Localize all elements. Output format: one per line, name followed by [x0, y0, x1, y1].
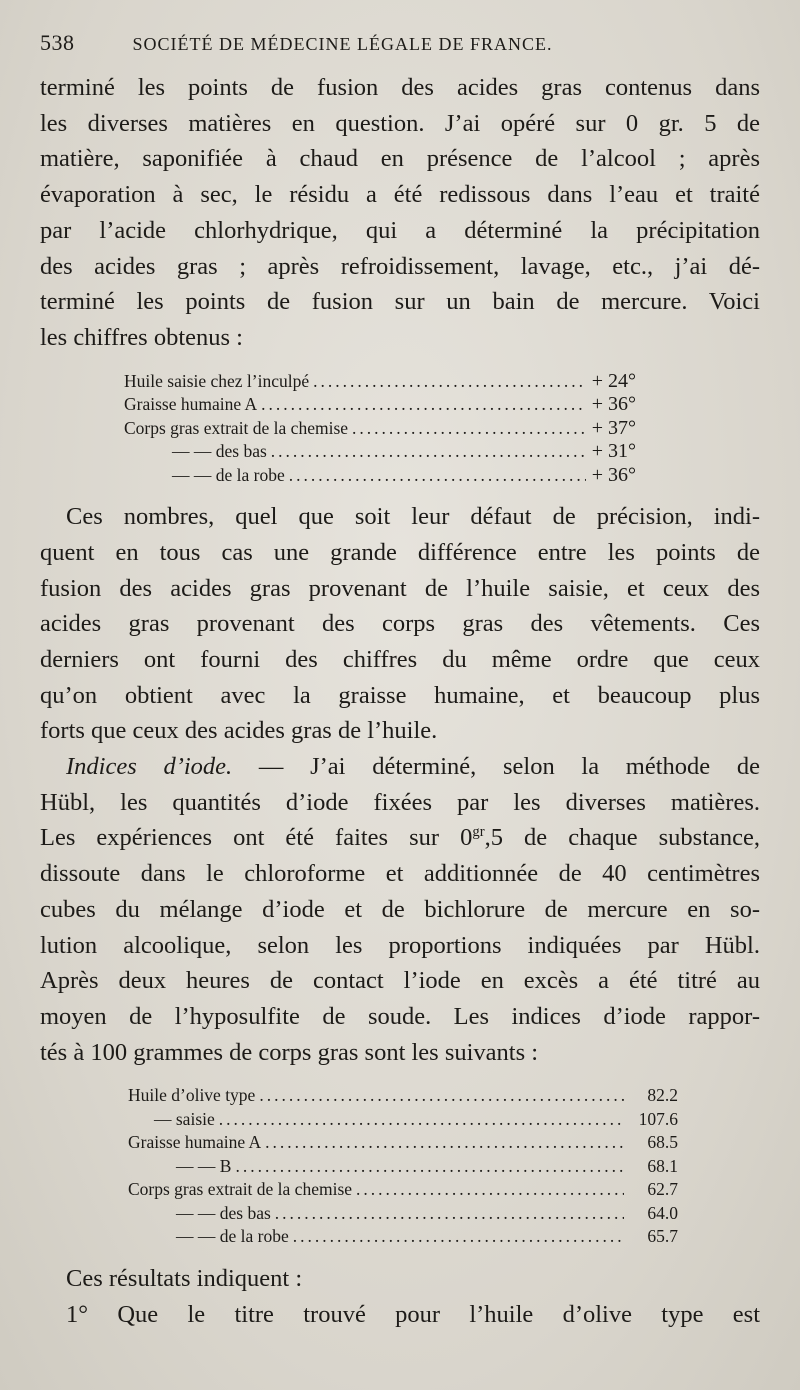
text-line: Hübl, les quantités d’iode fixées par les diverses matières. [40, 788, 760, 816]
running-title: SOCIÉTÉ DE MÉDECINE LÉGALE DE FRANCE. [132, 34, 553, 54]
row-label: Graisse humaine A [128, 1132, 262, 1153]
paragraph-conclusion [40, 1261, 760, 1332]
row-value: 64.0 [647, 1202, 678, 1223]
table-row [40, 1155, 678, 1179]
iodine-indices-table [40, 1084, 760, 1249]
paragraph-interpretation [40, 499, 760, 749]
dot-leader [275, 1202, 624, 1226]
row-label: Huile saisie chez l’inculpé [124, 370, 310, 391]
text-line: matière, saponifiée à chaud en présence de l’alcool ; après [40, 145, 760, 173]
row-label: Corps gras extrait de la chemise [124, 417, 349, 438]
text-line: tés à 100 grammes de corps gras sont les suivants : [40, 1038, 539, 1066]
table-row [40, 464, 636, 488]
text-line: terminé les points de fusion des acides gras contenus dans [40, 74, 760, 101]
text-span: ,5 de chaque substance, [484, 824, 761, 852]
dot-leader [289, 464, 586, 488]
row-label: — — B [176, 1155, 232, 1176]
row-label: — — de la robe [176, 1226, 289, 1247]
dot-leader [219, 1108, 624, 1132]
table-row [40, 1131, 678, 1155]
text-line [40, 749, 760, 785]
row-label: — — des bas [172, 441, 267, 462]
row-value: + 36° [591, 463, 636, 486]
text-line: les chiffres obtenus : [40, 323, 243, 351]
text-line: des acides gras ; après refroidissement, lavage, etc., j’ai dé- [40, 252, 760, 280]
paragraph-iodine-indices [40, 749, 760, 1070]
text-line: Ces nombres, quel que soit leur défaut de précision, indi- [66, 503, 760, 531]
section-heading: Indices d’iode. [66, 753, 233, 781]
dot-leader [352, 417, 586, 441]
row-label: — — de la robe [172, 464, 285, 485]
text-line: forts que ceux des acides gras de l’huile. [40, 717, 438, 745]
text-line: par l’acide chlorhydrique, qui a déterminé la précipitation [40, 216, 760, 244]
table-row [40, 370, 636, 394]
text-line: les diverses matières en question. J’ai opéré sur 0 gr. 5 de [40, 109, 760, 137]
text-line: 1° Que le titre trouvé pour l’huile d’olive type est [66, 1300, 760, 1328]
row-value: 82.2 [647, 1085, 678, 1106]
text-line: Ces résultats indiquent : [66, 1264, 303, 1292]
row-label: — saisie [154, 1108, 215, 1129]
page-number: 538 [40, 30, 75, 55]
text-line: moyen de l’hyposulfite de soude. Les indices d’iode rappor- [40, 1002, 760, 1030]
table-row [40, 1225, 678, 1249]
table-row [40, 417, 636, 441]
row-value: 68.5 [647, 1132, 678, 1153]
superscript-unit: gr [472, 824, 485, 841]
fusion-points-table [40, 370, 760, 488]
dot-leader [235, 1155, 624, 1179]
text-line: terminé les points de fusion sur un bain de mercure. Voici [40, 288, 760, 316]
row-value: + 24° [591, 369, 636, 392]
table-row [40, 1084, 678, 1108]
row-value: 107.6 [638, 1108, 678, 1129]
row-value: + 37° [591, 416, 636, 439]
row-label: — — des bas [176, 1202, 271, 1223]
text-line: évaporation à sec, le résidu a été redissous dans l’eau et traité [40, 181, 760, 209]
row-value: 62.7 [647, 1179, 678, 1200]
row-value: + 36° [591, 393, 636, 416]
dot-leader [356, 1178, 624, 1202]
paragraph-fusion-method [40, 70, 760, 356]
text-line: acides gras provenant des corps gras des vêtements. Ces [40, 610, 760, 638]
text-span: Les expériences ont été faites sur 0 [40, 824, 473, 852]
row-label: Corps gras extrait de la chemise [128, 1179, 353, 1200]
dot-leader [313, 370, 586, 394]
dot-leader [261, 393, 586, 417]
running-head [40, 30, 760, 70]
table-row [40, 1108, 678, 1132]
dot-leader [271, 440, 586, 464]
table-row [40, 1202, 678, 1226]
text-line: Après deux heures de contact l’iode en excès a été titré au [40, 967, 760, 995]
row-value: 68.1 [647, 1155, 678, 1176]
dot-leader [259, 1084, 624, 1108]
dot-leader [293, 1225, 624, 1249]
text-line: cubes du mélange d’iode et de bichlorure de mercure en so- [40, 895, 760, 923]
table-row [40, 440, 636, 464]
row-label: Huile d’olive type [128, 1085, 256, 1106]
text-line: quent en tous cas une grande différence entre les points de [40, 538, 760, 566]
table-row [40, 1178, 678, 1202]
text-span: — J’ai déterminé, selon la méthode de [232, 753, 760, 781]
row-value: 65.7 [647, 1226, 678, 1247]
row-label: Graisse humaine A [124, 394, 258, 415]
text-line: lution alcoolique, selon les proportions indiquées par Hübl. [40, 931, 760, 959]
text-line: qu’on obtient avec la graisse humaine, et beaucoup plus [40, 681, 760, 709]
text-line: derniers ont fourni des chiffres du même ordre que ceux [40, 645, 760, 673]
row-value: + 31° [591, 440, 636, 463]
table-row [40, 393, 636, 417]
dot-leader [265, 1131, 624, 1155]
text-line: dissoute dans le chloroforme et additionnée de 40 centimètres [40, 860, 760, 888]
text-line [40, 820, 760, 856]
text-line: fusion des acides gras provenant de l’huile saisie, et ceux des [40, 574, 760, 602]
